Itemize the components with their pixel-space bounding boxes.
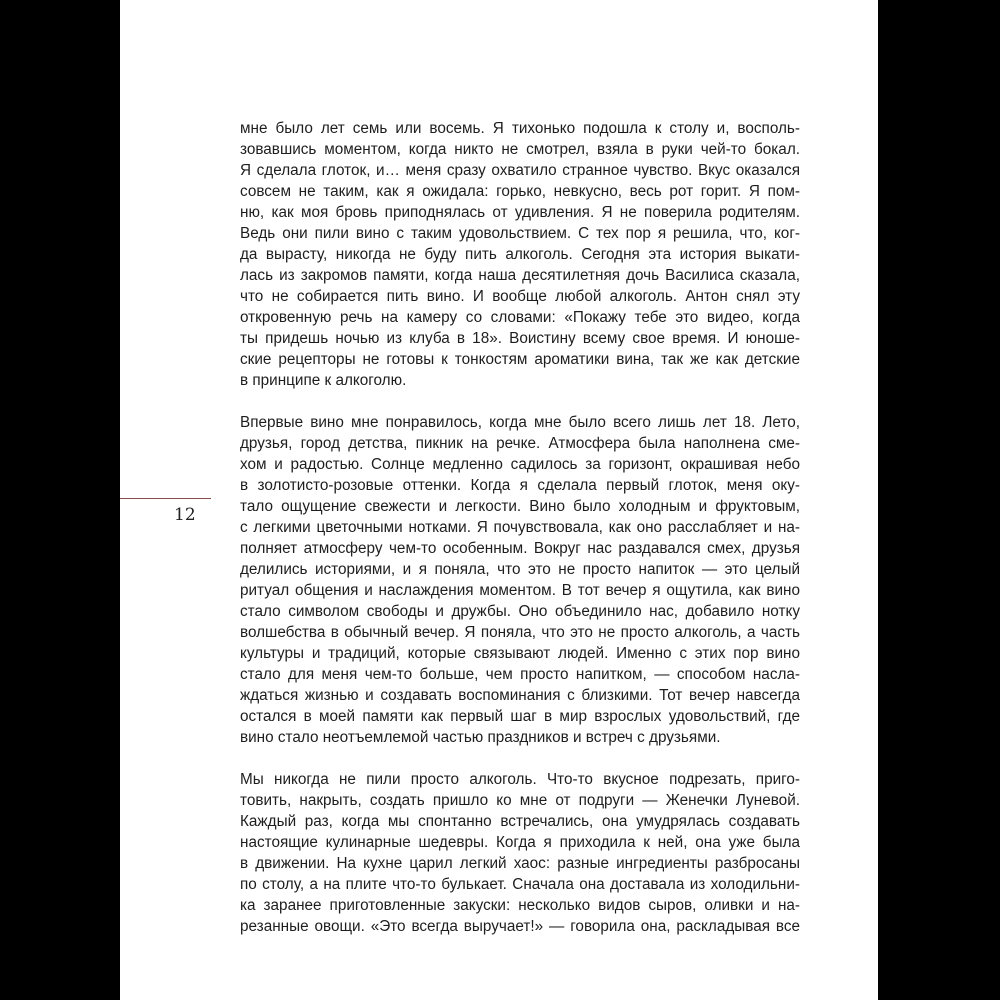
text-line: полняет атмосферу чем-то особенным. Вокруг нас раздавался смех, друзья xyxy=(240,540,800,557)
text-line: в движении. На кухне царил легкий хаос: разные ингредиенты разбросаны xyxy=(240,855,800,872)
text-line: лась из закромов памяти, когда наша десятилетняя дочь Василиса сказала, xyxy=(240,267,800,284)
text-line: в принципе к алкоголю. xyxy=(240,372,407,389)
text-line: культуры и традиций, которые связывают людей. Именно с этих пор вино xyxy=(240,645,800,662)
text-line: да вырасту, никогда не буду пить алкоголь. Сегодня эта история выкати- xyxy=(240,246,800,263)
text-line: по столу, а на плите что-то булькает. Сначала она доставала из холодильни- xyxy=(240,876,800,893)
text-line: Каждый раз, когда мы спонтанно встречались, она умудрялась создавать xyxy=(240,813,800,830)
text-line: Впервые вино мне понравилось, когда мне было всего лишь лет 18. Лето, xyxy=(240,414,800,431)
text-line: настоящие кулинарные шедевры. Когда я приходила к ней, она уже была xyxy=(240,834,800,851)
text-line: стало символом свободы и дружбы. Оно объединило нас, добавило нотку xyxy=(240,603,800,620)
text-line: зовавшись моментом, когда никто не смотрел, взяла в руки чей-то бокал. xyxy=(240,141,800,158)
margin-rule xyxy=(120,498,211,499)
text-line: откровенную речь на камеру со словами: «Покажу тебе это видео, когда xyxy=(240,309,800,326)
body-text xyxy=(240,118,800,958)
text-line: друзья, город детства, пикник на речке. Атмосфера была наполнена сме- xyxy=(240,435,800,452)
paragraph-2 xyxy=(240,412,800,748)
text-line: ритуал общения и наслаждения моментом. В тот вечер я ощутила, как вино xyxy=(240,582,800,599)
text-line: стало для меня чем-то больше, чем просто напитком, — способом насла- xyxy=(240,666,800,683)
text-line: что не собирается пить вино. И вообще любой алкоголь. Антон снял эту xyxy=(240,288,800,305)
text-line: совсем не таким, как я ожидала: горько, невкусно, весь рот горит. Я пом- xyxy=(240,183,800,200)
text-line: резанные овощи. «Это всегда выручает!» — говорила она, раскладывая все xyxy=(240,918,800,935)
text-line: хом и радостью. Солнце медленно садилось за горизонт, окрашивая небо xyxy=(240,456,800,473)
text-line: вино стало неотъемлемой частью праздников и встреч с друзьями. xyxy=(240,729,721,746)
text-line: тало ощущение свежести и легкости. Вино было холодным и фруктовым, xyxy=(240,498,800,515)
text-line: ты придешь ночью из клуба в 18». Воистину всему свое время. И юноше- xyxy=(240,330,800,347)
paragraph-1 xyxy=(240,118,800,391)
text-line: товить, накрыть, создать пришло ко мне от подруги — Женечки Луневой. xyxy=(240,792,800,809)
text-line: Мы никогда не пили просто алкоголь. Что-то вкусное подрезать, приго- xyxy=(240,771,800,788)
text-line: мне было лет семь или восемь. Я тихонько подошла к столу и, восполь- xyxy=(240,120,800,137)
text-line: делились историями, и я поняла, что это не просто напиток — это целый xyxy=(240,561,800,578)
text-line: в золотисто-розовые оттенки. Когда я сделала первый глоток, меня оку- xyxy=(240,477,800,494)
text-line: Ведь они пили вино с таким удовольствием. С тех пор я решила, что, ког- xyxy=(240,225,800,242)
text-line: ждаться жизнью и создавать воспоминания с близкими. Тот вечер навсегда xyxy=(240,687,800,704)
text-line: ские рецепторы не готовы к тонкостям ароматики вина, так же как детские xyxy=(240,351,800,368)
text-line: с легкими цветочными нотками. Я почувствовала, как оно расслабляет и на- xyxy=(240,519,800,536)
paragraph-3 xyxy=(240,769,800,937)
text-line: Я сделала глоток, и… меня сразу охватило странное чувство. Вкус оказался xyxy=(240,162,800,179)
text-line: ню, как моя бровь приподнялась от удивления. Я не поверила родителям. xyxy=(240,204,800,221)
text-line: остался в моей памяти как первый шаг в мир взрослых удовольствий, где xyxy=(240,708,800,725)
book-page xyxy=(120,0,878,1000)
text-line: ка заранее приготовленные закуски: несколько видов сыров, оливки и на- xyxy=(240,897,800,914)
text-line: волшебства в обычный вечер. Я поняла, что это не просто алкоголь, а часть xyxy=(240,624,800,641)
page-number: 12 xyxy=(174,505,196,525)
